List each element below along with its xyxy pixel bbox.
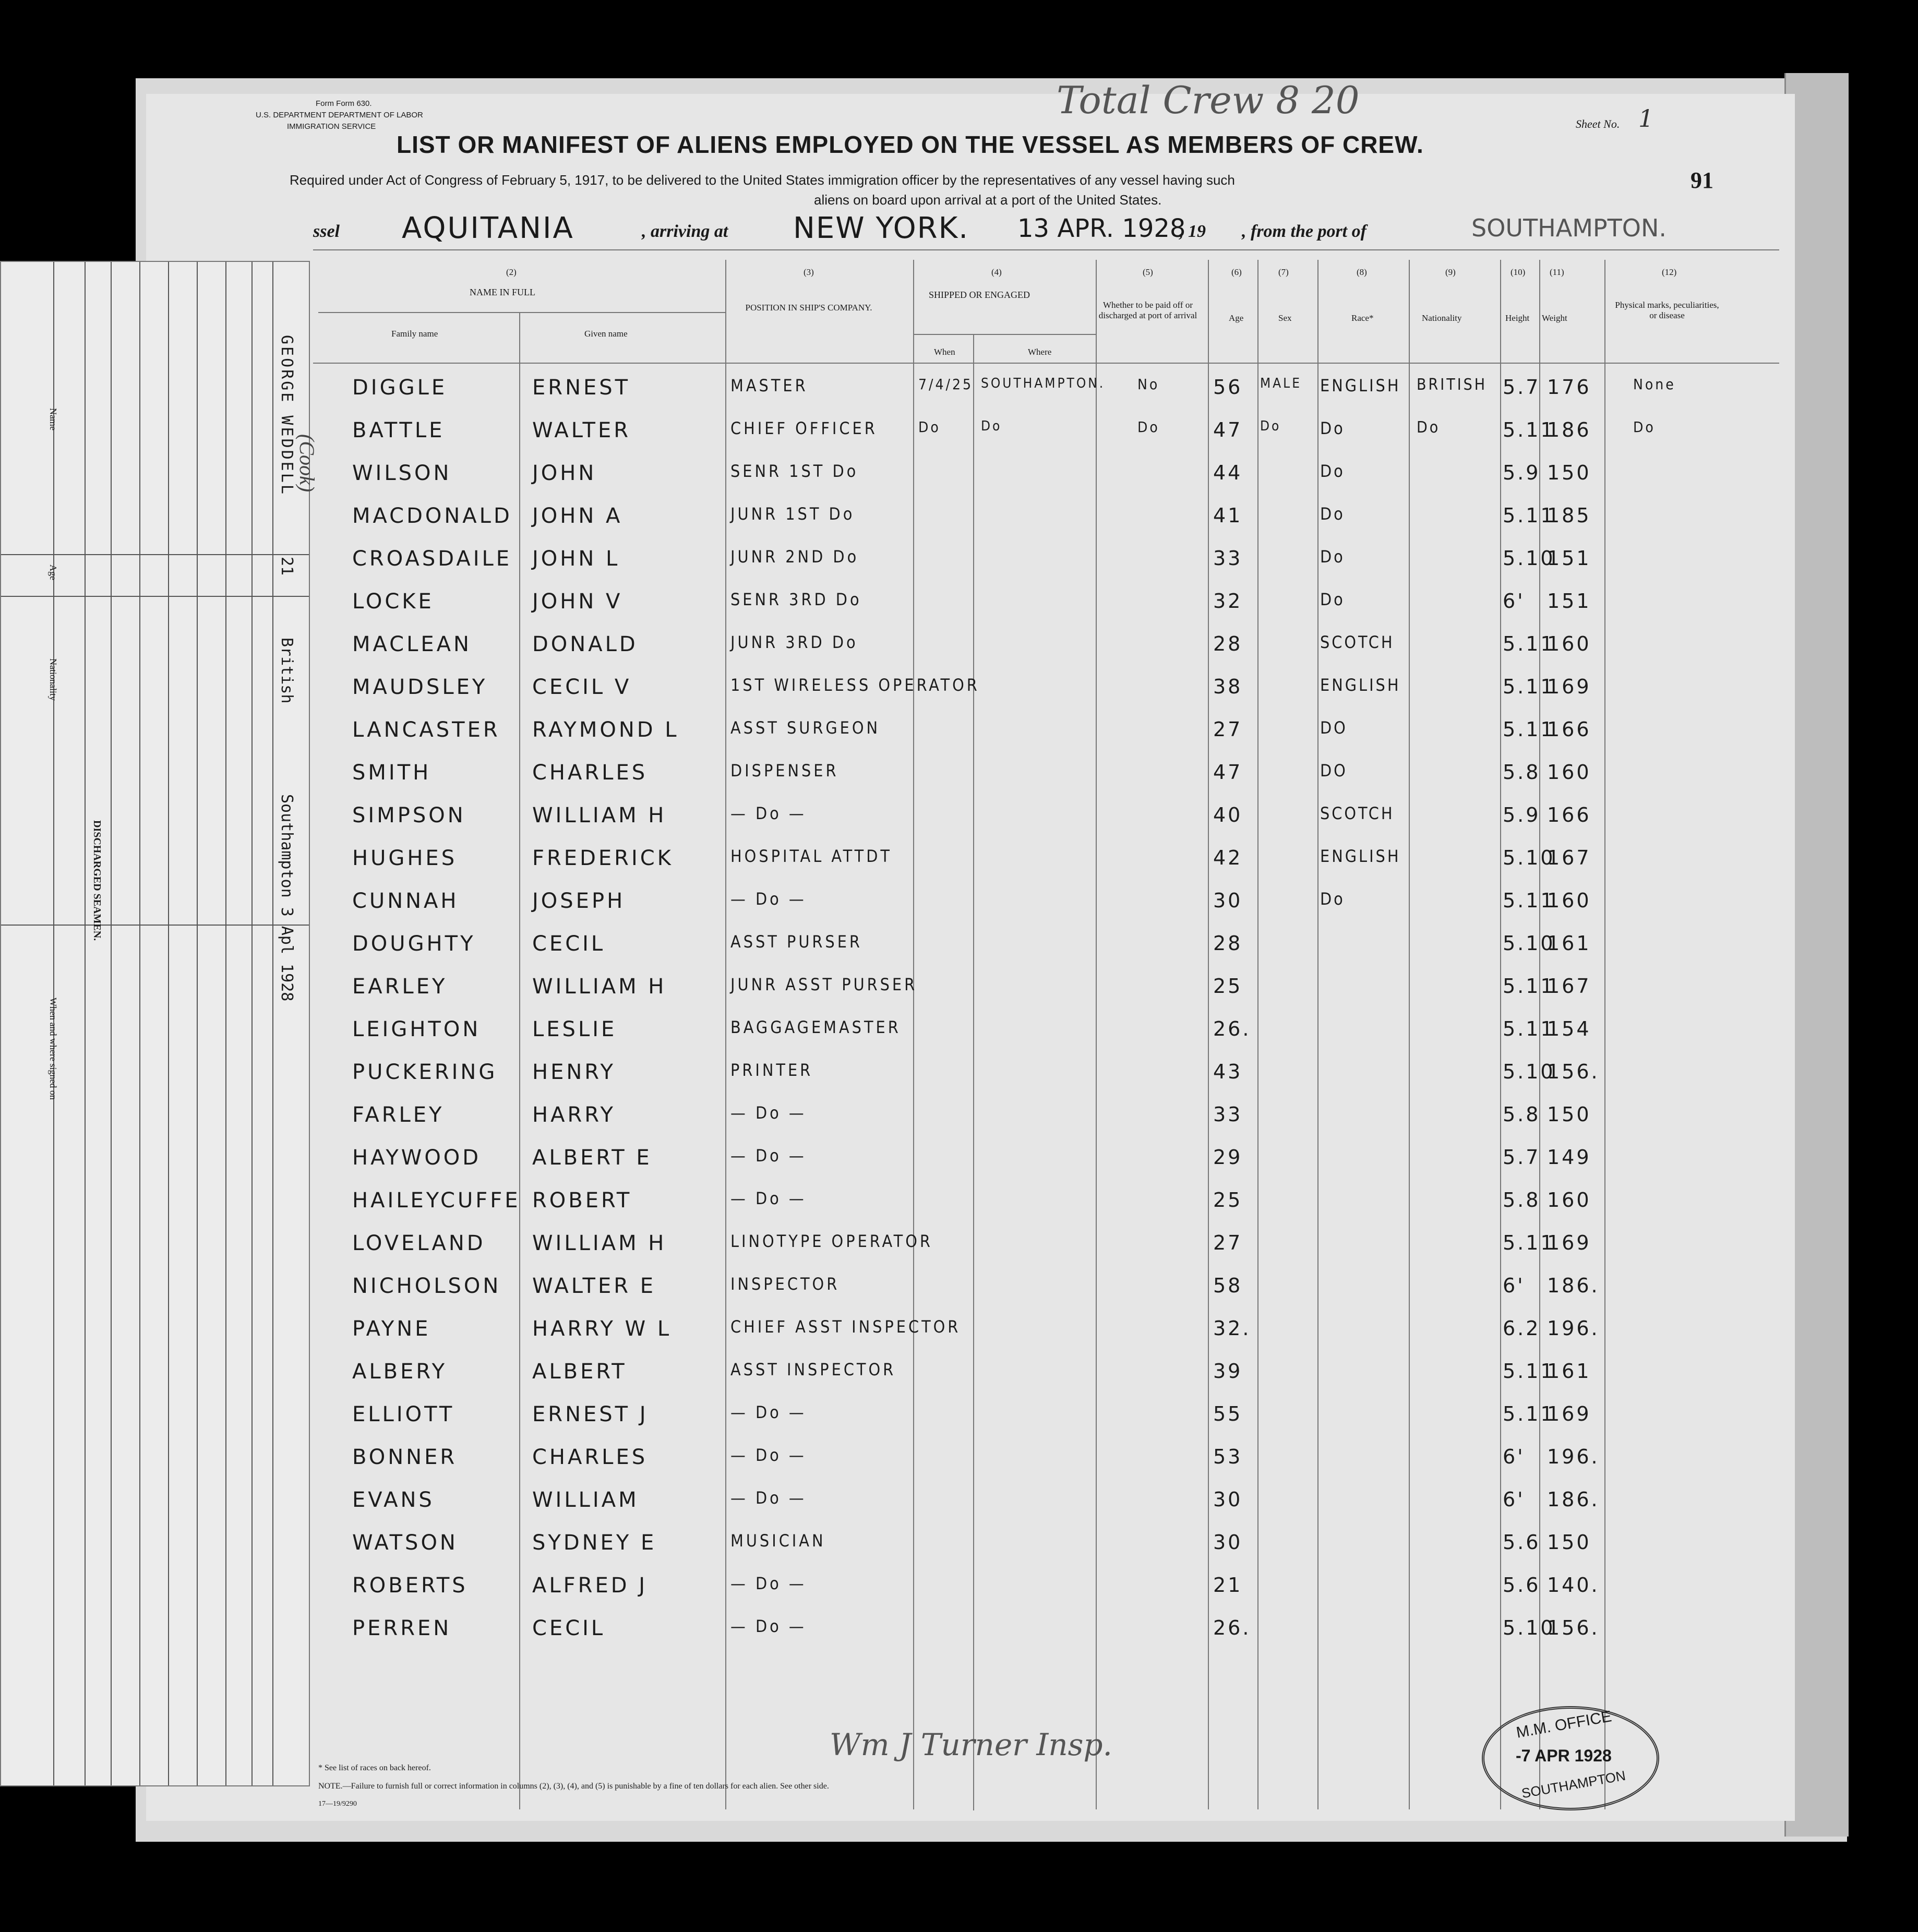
- discharged-seamen-slip: [0, 261, 319, 1786]
- given-name-cell: WALTER E: [532, 1274, 656, 1298]
- shipped-where-cell: Do: [981, 418, 1002, 434]
- weight-cell: 160: [1547, 632, 1591, 655]
- position-cell: MASTER: [730, 376, 808, 395]
- position-cell: JUNR 3RD Do: [730, 632, 858, 652]
- age-cell: 55: [1213, 1402, 1243, 1425]
- height-cell: 5.9: [1503, 461, 1541, 484]
- height-cell: 5.6: [1503, 1574, 1541, 1597]
- age-cell: 27: [1213, 1231, 1243, 1254]
- age-cell: 43: [1213, 1060, 1243, 1083]
- age-cell: 38: [1213, 675, 1243, 698]
- slip-seaman-signed-on: Southampton 3 Apl 1928: [278, 794, 296, 1002]
- shipped-when-cell: Do: [918, 418, 941, 436]
- family-name-cell: ROBERTS: [352, 1574, 468, 1598]
- given-name-cell: WALTER: [532, 418, 631, 442]
- given-name-header: Given name: [584, 329, 628, 339]
- height-cell: 5.11: [1503, 975, 1555, 998]
- race-header: Race*: [1351, 313, 1374, 323]
- family-name-cell: WILSON: [352, 461, 452, 485]
- slip-seaman-name: GEORGE WEDDELL: [278, 335, 296, 496]
- paid-off-cell: No: [1137, 376, 1160, 393]
- family-name-cell: BATTLE: [352, 418, 445, 442]
- position-cell: JUNR 1ST Do: [730, 504, 855, 524]
- col8-number: (8): [1357, 267, 1367, 277]
- height-cell: 5.11: [1503, 675, 1555, 698]
- position-cell: BAGGAGEMASTER: [730, 1017, 901, 1037]
- weight-cell: 169: [1547, 1402, 1591, 1425]
- name-in-full-header: NAME IN FULL: [470, 287, 535, 297]
- position-cell: ASST PURSER: [730, 932, 862, 952]
- height-cell: 5.11: [1503, 632, 1555, 655]
- age-cell: 32: [1213, 590, 1243, 613]
- header-bottom-rule: [313, 363, 1779, 364]
- race-cell: SCOTCH: [1320, 632, 1395, 652]
- family-name-cell: PERREN: [352, 1616, 452, 1640]
- position-cell: ASST SURGEON: [730, 718, 881, 738]
- inspector-signature: Wm J Turner Insp.: [830, 1727, 1112, 1762]
- given-name-cell: ROBERT: [532, 1189, 632, 1213]
- stamp-bottom-text: SOUTHAMPTON: [1520, 1767, 1627, 1802]
- weight-cell: 156.: [1547, 1616, 1600, 1639]
- shipped-subheader-rule: [913, 334, 1096, 335]
- age-cell: 26.: [1213, 1017, 1251, 1040]
- age-header: Age: [1229, 313, 1244, 323]
- height-cell: 5.11: [1503, 1231, 1555, 1254]
- given-name-cell: WILLIAM H: [532, 1231, 667, 1255]
- family-name-cell: LOCKE: [352, 590, 434, 614]
- height-cell: 5.10: [1503, 1060, 1555, 1083]
- col-divider: [973, 334, 974, 1810]
- age-cell: 44: [1213, 461, 1243, 484]
- sheet-label: Sheet No.: [1576, 117, 1620, 130]
- col-divider: [1317, 260, 1318, 1809]
- family-name-cell: EARLEY: [352, 975, 448, 999]
- nationality-header: Nationality: [1422, 313, 1462, 323]
- vessel-line-rule: [313, 249, 1779, 250]
- family-name-cell: HUGHES: [352, 846, 458, 870]
- family-name-cell: SIMPSON: [352, 803, 466, 827]
- shipped-where-cell: SOUTHAMPTON.: [981, 376, 1106, 391]
- weight-cell: 176: [1547, 376, 1591, 399]
- height-cell: 5.7: [1503, 1146, 1541, 1169]
- weight-cell: 140.: [1547, 1574, 1600, 1597]
- family-name-header: Family name: [391, 329, 438, 339]
- col-divider: [913, 260, 914, 1809]
- arrival-date: 13 APR. 1928: [1017, 214, 1186, 243]
- race-cell: DO: [1320, 718, 1348, 738]
- col11-number: (11): [1550, 267, 1564, 277]
- age-cell: 47: [1213, 761, 1243, 784]
- position-cell: — Do —: [730, 1488, 807, 1508]
- col-divider: [1096, 260, 1097, 1809]
- col2-number: (2): [506, 267, 517, 277]
- slip-seaman-role: (Cook): [295, 434, 319, 493]
- nationality-cell: Do: [1417, 418, 1441, 437]
- given-name-cell: HARRY W L: [532, 1317, 672, 1341]
- race-cell: ENGLISH: [1320, 675, 1401, 695]
- position-cell: — Do —: [730, 1103, 807, 1123]
- height-cell: 5.8: [1503, 761, 1541, 784]
- arriving-label: , arriving at: [642, 222, 728, 241]
- family-name-cell: SMITH: [352, 761, 431, 785]
- total-crew-note: Total Crew 8 20: [1057, 78, 1360, 122]
- given-name-cell: ALFRED J: [532, 1574, 648, 1598]
- family-name-cell: LOVELAND: [352, 1231, 486, 1255]
- age-cell: 29: [1213, 1146, 1243, 1169]
- weight-cell: 160: [1547, 761, 1591, 784]
- given-name-cell: ALBERT: [532, 1360, 627, 1384]
- weight-cell: 150: [1547, 1103, 1591, 1126]
- height-cell: 5.11: [1503, 504, 1555, 527]
- slip-title: DISCHARGED SEAMEN.: [91, 820, 103, 941]
- height-cell: 6.2: [1503, 1317, 1541, 1340]
- position-cell: CHIEF ASST INSPECTOR: [730, 1317, 961, 1337]
- family-name-cell: LEIGHTON: [352, 1017, 481, 1041]
- weight-cell: 156.: [1547, 1060, 1600, 1083]
- height-cell: 6': [1503, 1488, 1525, 1511]
- col4-number: (4): [991, 267, 1002, 277]
- form-code: 17—19/9290: [318, 1800, 357, 1808]
- col9-number: (9): [1445, 267, 1456, 277]
- height-cell: 5.8: [1503, 1189, 1541, 1211]
- family-name-cell: WATSON: [352, 1531, 458, 1555]
- family-name-cell: HAILEYCUFFE: [352, 1189, 521, 1213]
- weight-cell: 150: [1547, 1531, 1591, 1554]
- departure-port: SOUTHAMPTON.: [1471, 214, 1667, 242]
- height-cell: 5.8: [1503, 1103, 1541, 1126]
- col7-number: (7): [1278, 267, 1289, 277]
- slip-seaman-nationality: British: [278, 638, 296, 704]
- weight-cell: 186.: [1547, 1488, 1600, 1511]
- height-cell: 5.11: [1503, 418, 1555, 441]
- family-name-cell: DOUGHTY: [352, 932, 476, 956]
- subtitle-line-1: Required under Act of Congress of February 5, 1917, to be delivered to the United States immigration officer by the representatives of any vessel having such: [290, 172, 1235, 188]
- position-cell: — Do —: [730, 1574, 807, 1593]
- weight-cell: 161: [1547, 932, 1591, 955]
- family-name-cell: MAUDSLEY: [352, 675, 488, 699]
- position-cell: JUNR 2ND Do: [730, 547, 859, 567]
- given-name-cell: SYDNEY E: [532, 1531, 657, 1555]
- position-cell: — Do —: [730, 1402, 807, 1422]
- age-cell: 21: [1213, 1574, 1243, 1597]
- family-name-cell: FARLEY: [352, 1103, 445, 1127]
- arriving-port: NEW YORK.: [793, 211, 969, 245]
- race-cell: Do: [1320, 418, 1345, 438]
- race-cell: Do: [1320, 504, 1345, 524]
- position-cell: — Do —: [730, 1189, 807, 1208]
- age-cell: 26.: [1213, 1616, 1251, 1639]
- age-cell: 28: [1213, 632, 1243, 655]
- weight-cell: 160: [1547, 1189, 1591, 1211]
- mm-office-stamp: [1482, 1706, 1659, 1810]
- age-cell: 30: [1213, 1531, 1243, 1554]
- given-name-cell: JOHN L: [532, 547, 620, 571]
- race-cell: ENGLISH: [1320, 846, 1401, 866]
- family-name-cell: ELLIOTT: [352, 1402, 455, 1426]
- weight-header: Weight: [1542, 313, 1567, 323]
- given-name-cell: CECIL: [532, 1616, 606, 1640]
- sex-header: Sex: [1278, 313, 1292, 323]
- weight-cell: 186: [1547, 418, 1591, 441]
- sex-cell: Do: [1260, 418, 1281, 434]
- given-name-cell: JOHN V: [532, 590, 623, 614]
- col-divider: [1257, 260, 1258, 1809]
- height-cell: 5.6: [1503, 1531, 1541, 1554]
- vessel-label: ssel: [313, 222, 340, 241]
- age-cell: 27: [1213, 718, 1243, 741]
- position-cell: PRINTER: [730, 1060, 813, 1080]
- position-cell: ASST INSPECTOR: [730, 1360, 896, 1379]
- height-cell: 5.7: [1503, 376, 1541, 399]
- race-cell: Do: [1320, 590, 1345, 609]
- race-cell: Do: [1320, 547, 1345, 567]
- position-cell: — Do —: [730, 1146, 807, 1166]
- position-cell: SENR 1ST Do: [730, 461, 859, 481]
- age-cell: 33: [1213, 1103, 1243, 1126]
- from-label: , from the port of: [1242, 222, 1366, 241]
- stamp-date: -7 APR 1928: [1516, 1746, 1612, 1765]
- family-name-cell: HAYWOOD: [352, 1146, 482, 1170]
- col5-number: (5): [1143, 267, 1153, 277]
- given-name-cell: RAYMOND L: [532, 718, 679, 742]
- family-name-cell: CUNNAH: [352, 889, 459, 913]
- age-cell: 25: [1213, 975, 1243, 998]
- slip-age-header: Age: [48, 565, 58, 580]
- given-name-cell: ALBERT E: [532, 1146, 652, 1170]
- age-cell: 41: [1213, 504, 1243, 527]
- height-cell: 5.10: [1503, 846, 1555, 869]
- col10-number: (10): [1511, 267, 1526, 277]
- manifest-title: LIST OR MANIFEST OF ALIENS EMPLOYED ON THE VESSEL AS MEMBERS OF CREW.: [397, 131, 1424, 158]
- age-cell: 58: [1213, 1274, 1243, 1297]
- given-name-cell: HENRY: [532, 1060, 616, 1084]
- name-subheader-rule: [318, 312, 725, 313]
- weight-cell: 169: [1547, 675, 1591, 698]
- given-name-cell: WILLIAM H: [532, 803, 667, 827]
- height-cell: 6': [1503, 1445, 1525, 1468]
- races-note: * See list of races on back hereof.: [318, 1763, 431, 1772]
- age-cell: 33: [1213, 547, 1243, 570]
- age-cell: 39: [1213, 1360, 1243, 1383]
- height-cell: 5.11: [1503, 1017, 1555, 1040]
- given-name-cell: WILLIAM: [532, 1488, 639, 1512]
- position-cell: HOSPITAL ATTDT: [730, 846, 892, 866]
- weight-cell: 150: [1547, 461, 1591, 484]
- position-header: POSITION IN SHIP'S COMPANY.: [745, 303, 872, 313]
- race-cell: Do: [1320, 461, 1345, 481]
- position-cell: — Do —: [730, 889, 807, 909]
- age-cell: 40: [1213, 803, 1243, 826]
- height-cell: 5.11: [1503, 718, 1555, 741]
- penalty-note: NOTE.—Failure to furnish full or correct information in columns (2), (3), (4), and (5) is punishable by a fine of ten dollars for each alien. See other side.: [318, 1782, 829, 1791]
- height-cell: 5.11: [1503, 1360, 1555, 1383]
- form-number-line: Form Form 630.: [316, 99, 372, 108]
- family-name-cell: DIGGLE: [352, 376, 448, 400]
- shipped-when-cell: 7/4/25: [918, 376, 974, 393]
- given-name-cell: CHARLES: [532, 761, 648, 785]
- stamp-top-text: M.M. OFFICE: [1515, 1708, 1613, 1742]
- weight-cell: 196.: [1547, 1445, 1600, 1468]
- height-cell: 5.10: [1503, 932, 1555, 955]
- vessel-name: AQUITANIA: [402, 211, 574, 245]
- height-cell: 5.11: [1503, 889, 1555, 912]
- given-name-cell: DONALD: [532, 632, 638, 656]
- marks-header: Physical marks, peculiarities, or disease: [1615, 300, 1719, 320]
- slip-name-header: Name: [48, 408, 58, 430]
- position-cell: CHIEF OFFICER: [730, 418, 878, 438]
- age-cell: 30: [1213, 1488, 1243, 1511]
- col12-number: (12): [1662, 267, 1677, 277]
- family-name-cell: BONNER: [352, 1445, 458, 1469]
- given-name-cell: ERNEST J: [532, 1402, 649, 1426]
- position-cell: INSPECTOR: [730, 1274, 840, 1294]
- family-name-cell: EVANS: [352, 1488, 435, 1512]
- col-divider: [725, 260, 726, 1809]
- weight-cell: 154: [1547, 1017, 1591, 1040]
- position-cell: LINOTYPE OPERATOR: [730, 1231, 933, 1251]
- position-cell: 1ST WIRELESS OPERATOR: [730, 675, 980, 695]
- slip-when-where-header: When and where signed on: [48, 998, 58, 1100]
- age-cell: 42: [1213, 846, 1243, 869]
- year-label: , 19: [1179, 222, 1206, 241]
- weight-cell: 151: [1547, 547, 1591, 570]
- col-divider: [1500, 260, 1501, 1809]
- when-header: When: [934, 347, 955, 357]
- family-name-cell: MACDONALD: [352, 504, 512, 528]
- height-header: Height: [1505, 313, 1530, 323]
- weight-cell: 169: [1547, 1231, 1591, 1254]
- col6-number: (6): [1231, 267, 1242, 277]
- height-cell: 5.10: [1503, 1616, 1555, 1639]
- weight-cell: 186.: [1547, 1274, 1600, 1297]
- position-cell: — Do —: [730, 1616, 807, 1636]
- weight-cell: 161: [1547, 1360, 1591, 1383]
- age-cell: 56: [1213, 376, 1243, 399]
- position-cell: — Do —: [730, 1445, 807, 1465]
- given-name-cell: JOHN A: [532, 504, 623, 528]
- family-name-cell: MACLEAN: [352, 632, 472, 656]
- position-cell: — Do —: [730, 803, 807, 823]
- family-name-cell: PAYNE: [352, 1317, 431, 1341]
- col-divider: [1604, 260, 1605, 1809]
- position-cell: SENR 3RD Do: [730, 590, 862, 609]
- race-cell: ENGLISH: [1320, 376, 1401, 395]
- given-name-cell: JOSEPH: [532, 889, 626, 913]
- family-name-cell: LANCASTER: [352, 718, 500, 742]
- given-name-cell: ERNEST: [532, 376, 631, 400]
- given-name-cell: LESLIE: [532, 1017, 617, 1041]
- weight-cell: 196.: [1547, 1317, 1600, 1340]
- age-cell: 53: [1213, 1445, 1243, 1468]
- manifest-page: [146, 78, 1795, 1821]
- age-cell: 25: [1213, 1189, 1243, 1211]
- paid-off-cell: Do: [1137, 418, 1160, 436]
- weight-cell: 185: [1547, 504, 1591, 527]
- paid-off-header: Whether to be paid off or discharged at port of arrival: [1098, 300, 1197, 320]
- marks-cell: Do: [1633, 418, 1656, 436]
- family-name-cell: ALBERY: [352, 1360, 448, 1384]
- col3-number: (3): [804, 267, 814, 277]
- form-department-line: U.S. DEPARTMENT DEPARTMENT OF LABOR: [256, 111, 423, 119]
- col-divider: [1409, 260, 1410, 1809]
- given-name-cell: HARRY: [532, 1103, 616, 1127]
- col-divider: [519, 312, 520, 1809]
- family-name-cell: PUCKERING: [352, 1060, 498, 1084]
- height-cell: 6': [1503, 590, 1525, 613]
- nationality-cell: BRITISH: [1417, 376, 1488, 394]
- height-cell: 5.11: [1503, 1402, 1555, 1425]
- slip-seaman-age: 21: [278, 557, 296, 576]
- given-name-cell: CECIL V: [532, 675, 632, 699]
- position-cell: JUNR ASST PURSER: [730, 975, 918, 994]
- height-cell: 6': [1503, 1274, 1525, 1297]
- weight-cell: 167: [1547, 846, 1591, 869]
- given-name-cell: CECIL: [532, 932, 606, 956]
- weight-cell: 167: [1547, 975, 1591, 998]
- position-cell: DISPENSER: [730, 761, 839, 781]
- shipped-header: SHIPPED OR ENGAGED: [929, 290, 1030, 300]
- where-header: Where: [1028, 347, 1052, 357]
- age-cell: 30: [1213, 889, 1243, 912]
- race-cell: DO: [1320, 761, 1348, 781]
- weight-cell: 166: [1547, 803, 1591, 826]
- sex-cell: MALE: [1260, 376, 1302, 391]
- col-divider: [1208, 260, 1209, 1809]
- given-name-cell: CHARLES: [532, 1445, 648, 1469]
- age-cell: 47: [1213, 418, 1243, 441]
- given-name-cell: FREDERICK: [532, 846, 674, 870]
- subtitle-line-2: aliens on board upon arrival at a port of the United States.: [814, 192, 1162, 208]
- weight-cell: 160: [1547, 889, 1591, 912]
- race-cell: Do: [1320, 889, 1345, 909]
- weight-cell: 166: [1547, 718, 1591, 741]
- weight-cell: 151: [1547, 590, 1591, 613]
- age-cell: 32.: [1213, 1317, 1251, 1340]
- position-cell: MUSICIAN: [730, 1531, 826, 1551]
- race-cell: SCOTCH: [1320, 803, 1395, 823]
- form-service-line: IMMIGRATION SERVICE: [287, 122, 376, 131]
- family-name-cell: CROASDAILE: [352, 547, 512, 571]
- given-name-cell: WILLIAM H: [532, 975, 667, 999]
- slip-nationality-header: Nationality: [48, 658, 58, 701]
- height-cell: 5.9: [1503, 803, 1541, 826]
- page-number: 91: [1691, 167, 1713, 193]
- family-name-cell: NICHOLSON: [352, 1274, 501, 1298]
- marks-cell: None: [1633, 376, 1676, 393]
- given-name-cell: JOHN: [532, 461, 597, 485]
- height-cell: 5.10: [1503, 547, 1555, 570]
- age-cell: 28: [1213, 932, 1243, 955]
- sheet-number: 1: [1638, 104, 1654, 133]
- weight-cell: 149: [1547, 1146, 1591, 1169]
